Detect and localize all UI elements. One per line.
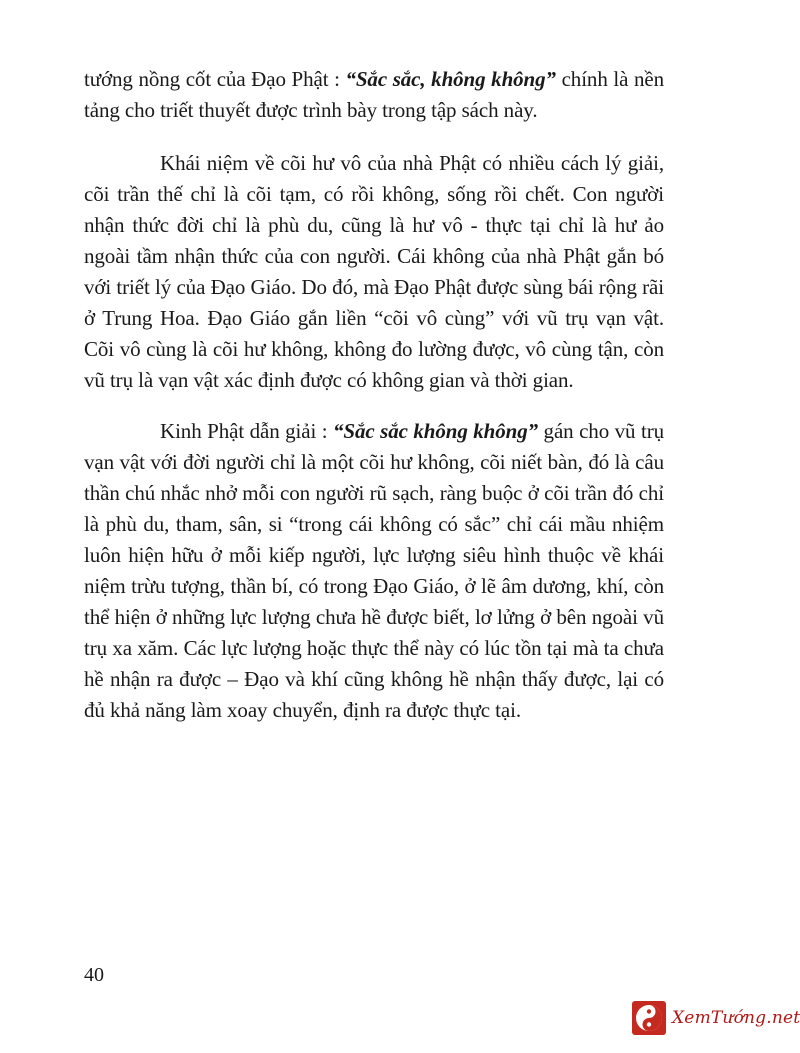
- page-body: [84, 64, 664, 746]
- yin-yang-icon: [632, 1001, 666, 1035]
- watermark: [632, 998, 800, 1038]
- paragraph-1-emphasis: “Sắc sắc, không không”: [345, 67, 556, 91]
- paragraph-1: [84, 64, 664, 126]
- paragraph-3-emphasis: “Sắc sắc không không”: [333, 419, 539, 443]
- page-number: 40: [84, 964, 104, 986]
- paragraph-3-text-b: gán cho vũ trụ vạn vật với đời người chỉ là một cõi hư không, cõi niết bàn, đó là câu thần chú nhắc nhở mỗi con người rũ sạch, ràng buộc ở cõi trần đó chỉ là phù du, tham, sân, si “trong cái không có sắc” chỉ cái mầu nhiệm luôn hiện hữu ở mỗi kiếp người, lực lượng siêu hình thuộc về khái niệm trừu tượng, thần bí, có trong Đạo Giáo, ở lẽ âm dương, khí, còn thể hiện ở những lực lượng chưa hề được biết, lơ lửng ở bên ngoài vũ trụ xa xăm. Các lực lượng hoặc thực thể này có lúc tồn tại mà ta chưa hề nhận ra được – Đạo và khí cũng không hề nhận thấy được, lại có đủ khả năng làm xoay chuyển, định ra được thực tại.: [84, 419, 664, 722]
- paragraph-2-text: Khái niệm về cõi hư vô của nhà Phật có nhiều cách lý giải, cõi trần thế chỉ là cõi tạm, có rồi không, sống rồi chết. Con người nhận thức đời chỉ là phù du, cũng là hư vô - thực tại chỉ là hư ảo ngoài tầm nhận thức của con người. Cái không của nhà Phật gắn bó với triết lý của Đạo Giáo. Do đó, mà Đạo Phật được sùng bái rộng rãi ở Trung Hoa. Đạo Giáo gắn liền “cõi vô cùng” với vũ trụ vạn vật. Cõi vô cùng là cõi hư không, không đo lường được, vô cùng tận, còn vũ trụ là vạn vật xác định được có không gian và thời gian.: [84, 151, 664, 392]
- paragraph-2: [84, 148, 664, 396]
- watermark-text: XemTướng.net: [672, 1008, 800, 1028]
- paragraph-3-text-a: Kinh Phật dẫn giải :: [160, 419, 334, 443]
- paragraph-1-text-a: tướng nồng cốt của Đạo Phật :: [84, 67, 346, 91]
- paragraph-3: [84, 416, 664, 726]
- paragraph-1-text-b: chính là nền tảng cho triết thuyết được trình bày trong tập sách này.: [84, 67, 664, 122]
